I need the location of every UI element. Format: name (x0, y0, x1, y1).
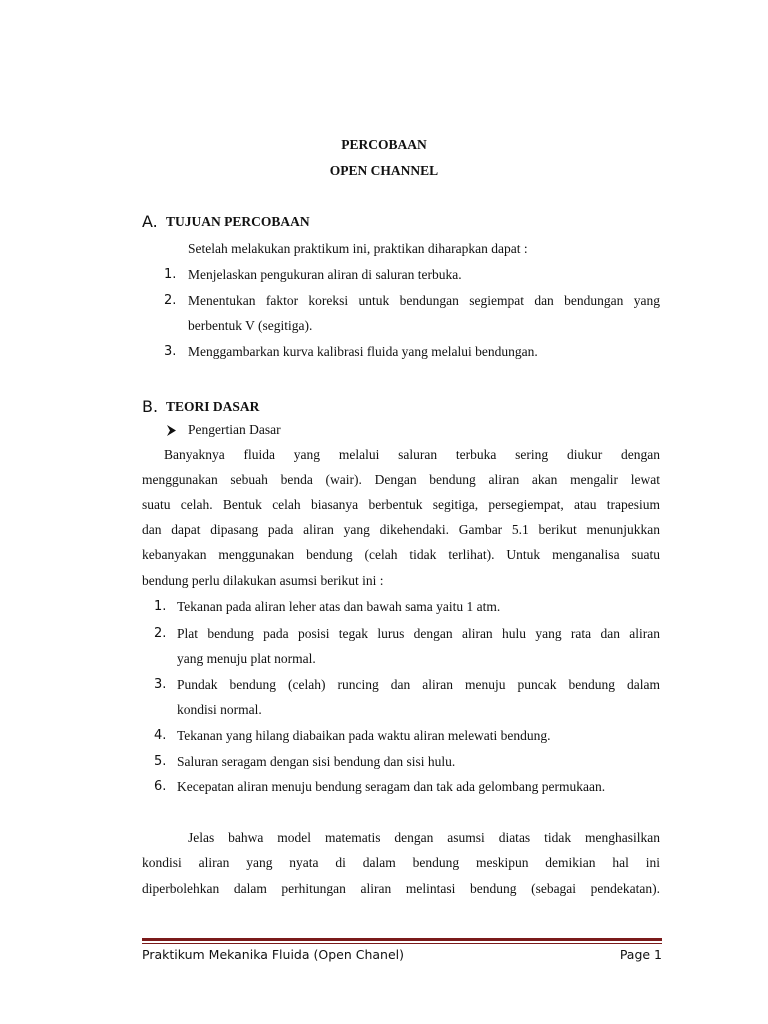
list-number: 1. (154, 599, 167, 614)
list-item-continuation: berbentuk V (segitiga). (188, 318, 313, 333)
list-number: 2. (164, 293, 177, 308)
list-item: Menggambarkan kurva kalibrasi fluida yang melalui bendungan. (188, 344, 538, 359)
list-number: 4. (154, 728, 167, 743)
list-item-continuation: yang menuju plat normal. (177, 651, 316, 666)
list-number: 2. (154, 626, 167, 641)
arrowhead-bullet-icon (166, 425, 177, 436)
list-item-continuation: kondisi normal. (177, 702, 262, 717)
list-item: Tekanan pada aliran leher atas dan bawah sama yaitu 1 atm. (177, 599, 501, 614)
paragraph-line: kondisi aliran yang nyata di dalam bendung meskipun demikian hal ini (142, 855, 660, 870)
paragraph-line: suatu celah. Bentuk celah biasanya berbentuk segitiga, persegiempat, atau trapesium (142, 497, 660, 512)
section-a-heading: TUJUAN PERCOBAAN (166, 214, 310, 229)
document-title: PERCOBAAN (341, 137, 427, 152)
paragraph-line: Jelas bahwa model matematis dengan asumsi diatas tidak menghasilkan (188, 830, 660, 845)
list-item: Tekanan yang hilang diabaikan pada waktu aliran melewati bendung. (177, 728, 551, 743)
list-item: Pundak bendung (celah) runcing dan aliran menuju puncak bendung dalam (177, 677, 660, 692)
list-number: 5. (154, 754, 167, 769)
footer-page-number: Page 1 (619, 947, 662, 962)
list-number: 3. (164, 344, 177, 359)
list-number: 3. (154, 677, 167, 692)
paragraph-line: dan dapat dipasang pada aliran yang dikehendaki. Gambar 5.1 berikut menunjukkan (142, 522, 660, 537)
footer-rule-thick (142, 938, 662, 941)
paragraph-line: diperbolehkan dalam perhitungan aliran melintasi bendung (sebagai pendekatan). (142, 881, 660, 896)
subsection-label: Pengertian Dasar (188, 422, 281, 437)
list-number: 6. (154, 779, 167, 794)
paragraph-line: Banyaknya fluida yang melalui saluran terbuka sering diukur dengan (164, 447, 660, 462)
paragraph-line: menggunakan sebuah benda (wair). Dengan bendung aliran akan mengalir lewat (142, 472, 660, 487)
section-a-letter: A. (142, 212, 158, 231)
document-subtitle: OPEN CHANNEL (329, 163, 439, 178)
footer-course-title: Praktikum Mekanika Fluida (Open Chanel) (142, 947, 404, 962)
list-number: 1. (164, 267, 177, 282)
list-item: Kecepatan aliran menuju bendung seragam dan tak ada gelombang permukaan. (177, 779, 606, 794)
list-item: Menjelaskan pengukuran aliran di saluran terbuka. (188, 267, 462, 282)
section-b-heading: TEORI DASAR (166, 399, 260, 414)
list-item: Menentukan faktor koreksi untuk bendungan segiempat dan bendungan yang (188, 293, 660, 308)
list-item: Plat bendung pada posisi tegak lurus dengan aliran hulu yang rata dan aliran (177, 626, 660, 641)
paragraph-line: kebanyakan menggunakan bendung (celah tidak terlihat). Untuk menganalisa suatu (142, 547, 660, 562)
footer-rule-thin (142, 943, 662, 944)
section-a-intro: Setelah melakukan praktikum ini, praktikan diharapkan dapat : (188, 241, 528, 256)
paragraph-line: bendung perlu dilakukan asumsi berikut ini : (142, 573, 384, 588)
section-b-letter: B. (142, 397, 159, 416)
list-item: Saluran seragam dengan sisi bendung dan sisi hulu. (177, 754, 456, 769)
